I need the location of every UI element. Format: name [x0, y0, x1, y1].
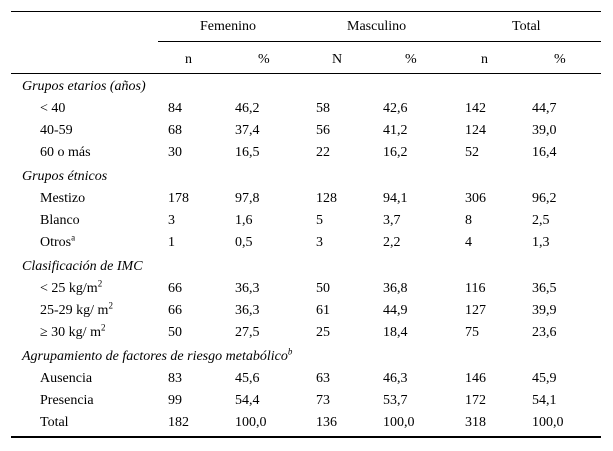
- row-label: < 40: [40, 101, 66, 116]
- table-cell: 1,6: [235, 213, 253, 228]
- table-cell: 146: [465, 371, 486, 386]
- subheader-n-total: n: [481, 52, 488, 67]
- table-cell: 127: [465, 303, 486, 318]
- table-cell: 178: [168, 191, 189, 206]
- table-cell: 61: [316, 303, 330, 318]
- subheader-pct-total: %: [554, 52, 566, 67]
- row-label: Presencia: [40, 393, 94, 408]
- subheader-n-fem: n: [185, 52, 192, 67]
- table-cell: 97,8: [235, 191, 260, 206]
- row-label: 25-29 kg/ $m^2$: [40, 300, 113, 318]
- section-title-metabolic-risk: Agrupamiento de factores de riesgo metabólico$^b$: [22, 346, 293, 364]
- header-masculino: Masculino: [347, 19, 407, 34]
- table-cell: 1,3: [532, 235, 550, 250]
- table-cell: 3,7: [383, 213, 401, 228]
- table-cell: 36,3: [235, 303, 260, 318]
- table-cell: 52: [465, 145, 479, 160]
- row-label: ≥ 30 kg/ $m^2$: [40, 322, 106, 340]
- header-total: Total: [512, 19, 541, 34]
- table-cell: 96,2: [532, 191, 557, 206]
- table-cell: 36,3: [235, 281, 260, 296]
- table-cell: 37,4: [235, 123, 260, 138]
- table-cell: 100,0: [532, 415, 564, 430]
- table-cell: 39,0: [532, 123, 557, 138]
- top-rule: [11, 11, 601, 12]
- table-cell: 63: [316, 371, 330, 386]
- table-cell: 44,7: [532, 101, 557, 116]
- subheader-pct-fem: %: [258, 52, 270, 67]
- header-rule: [11, 73, 601, 74]
- table-cell: 16,2: [383, 145, 408, 160]
- row-label: Otros$^a$: [40, 232, 76, 250]
- row-label: Total: [40, 415, 69, 430]
- row-label: 60 o más: [40, 145, 91, 160]
- section-title-age-groups: Grupos etarios (años): [22, 79, 146, 94]
- table-cell: 56: [316, 123, 330, 138]
- subheader-pct-masc: %: [405, 52, 417, 67]
- table-cell: 36,8: [383, 281, 408, 296]
- table-cell: 4: [465, 235, 472, 250]
- table-cell: 50: [316, 281, 330, 296]
- table-cell: 0,5: [235, 235, 253, 250]
- table-cell: 182: [168, 415, 189, 430]
- header-femenino: Femenino: [200, 19, 256, 34]
- table-cell: 41,2: [383, 123, 408, 138]
- table-cell: 42,6: [383, 101, 408, 116]
- table-cell: 100,0: [235, 415, 267, 430]
- table-cell: 18,4: [383, 325, 408, 340]
- table-cell: 100,0: [383, 415, 415, 430]
- section-title-bmi-classification: Clasificación de IMC: [22, 259, 143, 274]
- table-cell: 84: [168, 101, 182, 116]
- table-cell: 3: [168, 213, 175, 228]
- table-cell: 116: [465, 281, 486, 296]
- row-label: < 25 $kg/m^2$: [40, 278, 103, 296]
- table-cell: 66: [168, 303, 182, 318]
- table-cell: 136: [316, 415, 337, 430]
- table-cell: 94,1: [383, 191, 408, 206]
- table-cell: 16,4: [532, 145, 557, 160]
- table-cell: 66: [168, 281, 182, 296]
- table-cell: 30: [168, 145, 182, 160]
- table-cell: 124: [465, 123, 486, 138]
- table-cell: 83: [168, 371, 182, 386]
- row-label: 40-59: [40, 123, 73, 138]
- table-cell: 58: [316, 101, 330, 116]
- table-cell: 25: [316, 325, 330, 340]
- table-cell: 44,9: [383, 303, 408, 318]
- table-cell: 45,9: [532, 371, 557, 386]
- table-cell: 8: [465, 213, 472, 228]
- table-cell: 46,2: [235, 101, 260, 116]
- table-cell: 22: [316, 145, 330, 160]
- table-cell: 54,4: [235, 393, 260, 408]
- table-cell: 142: [465, 101, 486, 116]
- table-cell: 99: [168, 393, 182, 408]
- table-cell: 1: [168, 235, 175, 250]
- table-cell: 68: [168, 123, 182, 138]
- table-cell: 16,5: [235, 145, 260, 160]
- row-label: Mestizo: [40, 191, 86, 206]
- table-cell: 54,1: [532, 393, 557, 408]
- table-cell: 2,2: [383, 235, 401, 250]
- table-cell: 46,3: [383, 371, 408, 386]
- table-cell: 45,6: [235, 371, 260, 386]
- table-cell: 172: [465, 393, 486, 408]
- table-cell: 23,6: [532, 325, 557, 340]
- table-cell: 128: [316, 191, 337, 206]
- bottom-rule: [11, 436, 601, 438]
- table-cell: 2,5: [532, 213, 550, 228]
- table-cell: 73: [316, 393, 330, 408]
- section-title-ethnic-groups: Grupos étnicos: [22, 169, 108, 184]
- group-rule: [158, 41, 601, 42]
- table-cell: 306: [465, 191, 486, 206]
- table-cell: 3: [316, 235, 323, 250]
- table-cell: 27,5: [235, 325, 260, 340]
- table-cell: 36,5: [532, 281, 557, 296]
- table-cell: 50: [168, 325, 182, 340]
- table-cell: 53,7: [383, 393, 408, 408]
- table-cell: 39,9: [532, 303, 557, 318]
- subheader-n-masc: N: [332, 52, 343, 67]
- table-cell: 318: [465, 415, 486, 430]
- row-label: Blanco: [40, 213, 80, 228]
- table-cell: 75: [465, 325, 479, 340]
- row-label: Ausencia: [40, 371, 93, 386]
- table-cell: 5: [316, 213, 323, 228]
